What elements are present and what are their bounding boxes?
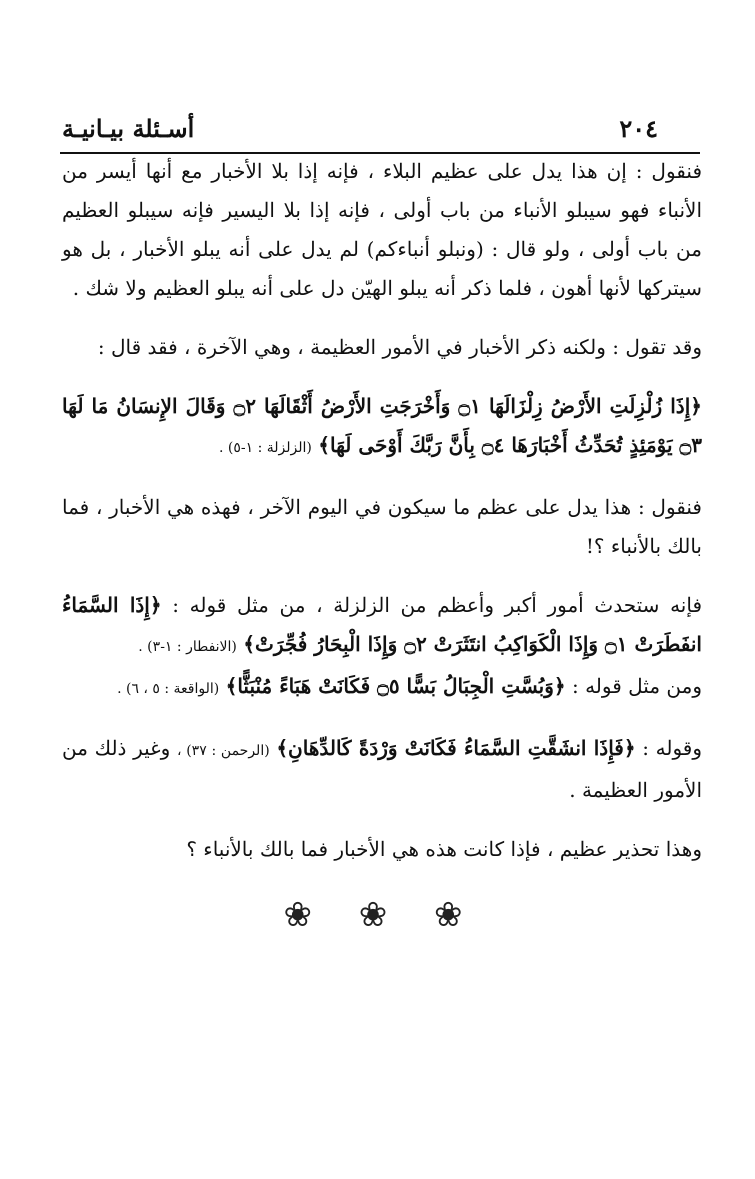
paragraph-text: وقد تقول : ولكنه ذكر الأخبار في الأمور العظيمة ، وهي الآخرة ، فقد قال : (97, 335, 702, 359)
paragraph-text-after: وغير ذلك من الأمور العظيمة . (62, 736, 702, 802)
quran-text: ﴿إِذَا زُلْزِلَتِ الأَرْضُ زِلْزَالَهَا ۝١ وَأَخْرَجَتِ الأَرْضُ أَثْقَالَهَا ۝٢ وَقَالَ الإِنسَانُ مَا لَهَا ۝٣ يَوْمَئِذٍ تُحَدِّثُ أَخْبَارَهَا ۝٤ بِأَنَّ رَبَّكَ أَوْحَى لَهَا﴾ (62, 394, 702, 457)
paragraph-4 (62, 586, 702, 667)
quran-text: ﴿فَإِذَا انشَقَّتِ السَّمَاءُ فَكَانَتْ وَرْدَةً كَالدِّهَانِ﴾ (276, 736, 636, 760)
surah-reference: (الواقعة : ٥ ، ٦) . (117, 681, 220, 697)
paragraph-1 (62, 152, 702, 308)
quran-text: ﴿وَبُسَّتِ الْجِبَالُ بَسًّا ۝٥ فَكَانَتْ هَبَاءً مُنْبَثًّا﴾ (225, 674, 566, 698)
paragraph-text: فإنه ستحدث أمور أكبر وأعظم من الزلزلة ، من مثل قوله : (172, 593, 703, 617)
page-header (60, 112, 700, 154)
page-number: ٢٠٤ (619, 114, 658, 143)
quran-verse-zalzalah (62, 387, 702, 468)
surah-reference: (الرحمن : ٣٧) ، (176, 743, 270, 759)
paragraph-3 (62, 488, 702, 566)
quran-text: ﴿إِذَا السَّمَاءُ انفَطَرَتْ ۝١ وَإِذَا الْكَوَاكِبُ انتَثَرَتْ ۝٢ وَإِذَا الْبِحَارُ فُجِّرَتْ﴾ (62, 593, 702, 656)
paragraph-2 (62, 328, 702, 367)
page-body (62, 152, 702, 935)
paragraph-text: وهذا تحذير عظيم ، فإذا كانت هذه هي الأخبار فما بالك بالأنباء ؟ (186, 837, 702, 861)
paragraph-text: فنقول : هذا يدل على عظم ما سيكون في اليوم الآخر ، فهذه هي الأخبار ، فما بالك بالأنباء ؟! (62, 495, 702, 558)
paragraph-6 (62, 729, 702, 810)
paragraph-5 (62, 667, 702, 709)
flower-ornament-icon: ❀ ❀ ❀ (283, 895, 481, 935)
paragraph-text: وقوله : (642, 736, 702, 760)
surah-reference: (الانفطار : ١-٣) . (138, 639, 237, 655)
paragraph-text: فنقول : إن هذا يدل على عظيم البلاء ، فإنه إذا بلا الأخبار مع أنها أيسر من الأنباء فهو سيبلو الأنباء من باب أولى ، فإنه إذا بلا اليسير فإنه سيبلو العظيم من باب أولى ، ولو قال : (ونبلو أنباءكم) لم يدل على أنه يبلو الأخبار ، بل هو سيتركها لأنها أهون ، فلما ذكر أنه يبلو الهيّن دل على أنه يبلو العظيم ولا شك . (62, 159, 702, 300)
paragraph-7 (62, 830, 702, 869)
running-title: أسـئلة بيـانيـة (62, 114, 195, 143)
surah-reference: (الزلزلة : ١-٥) . (218, 440, 312, 456)
paragraph-text: ومن مثل قوله : (571, 674, 702, 698)
